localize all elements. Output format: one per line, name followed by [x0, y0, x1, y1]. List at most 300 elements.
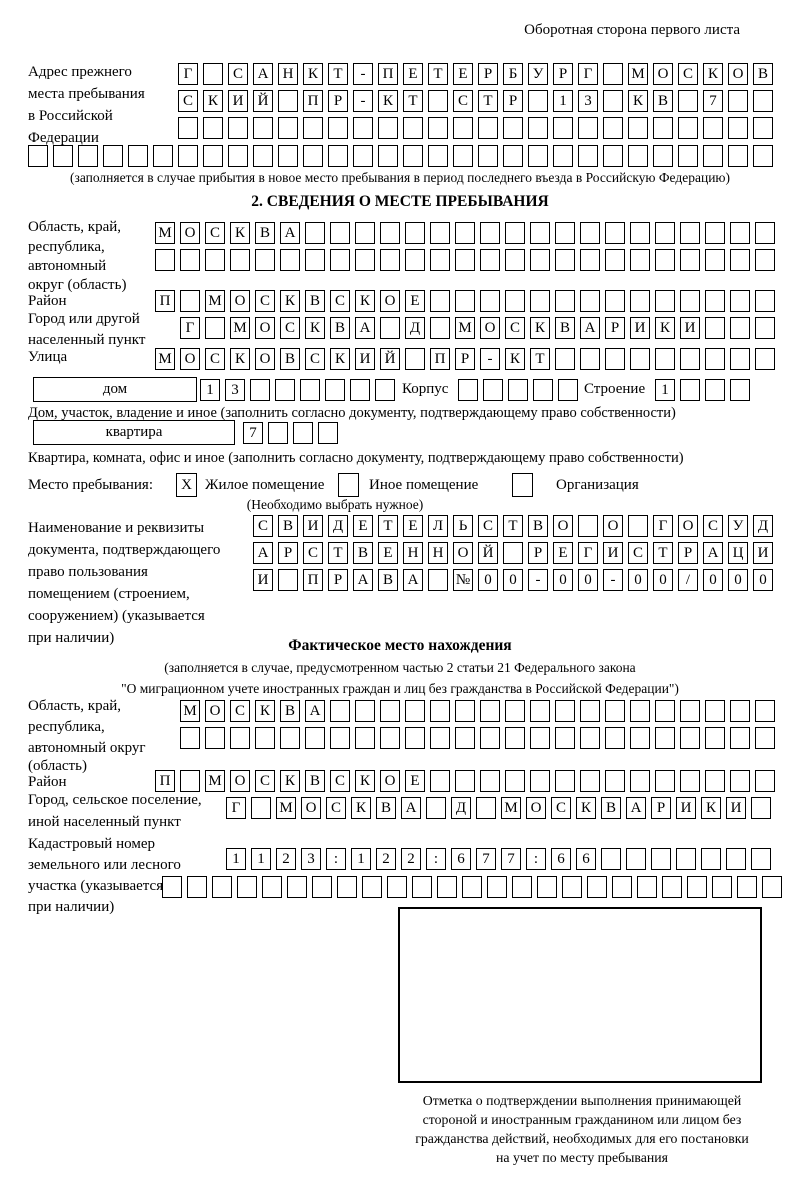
- char-cell: С: [551, 797, 571, 819]
- char-cell: [655, 770, 675, 792]
- char-cell: Р: [278, 542, 298, 564]
- char-cell: С: [326, 797, 346, 819]
- fact-rayon-row: [155, 770, 775, 792]
- fact-rayon-label: Район: [28, 774, 67, 790]
- char-cell: [328, 145, 348, 167]
- stamp-caption: [392, 1091, 772, 1167]
- char-cell: Т: [328, 63, 348, 85]
- char-cell: [205, 249, 225, 271]
- char-cell: [753, 117, 773, 139]
- char-cell: [730, 700, 750, 722]
- char-cell: [630, 348, 650, 370]
- char-cell: [630, 249, 650, 271]
- char-cell: [503, 542, 523, 564]
- char-cell: 0: [703, 569, 723, 591]
- char-cell: А: [626, 797, 646, 819]
- char-cell: О: [230, 770, 250, 792]
- char-cell: [751, 797, 771, 819]
- mesto-label: Место пребывания:: [28, 477, 153, 493]
- char-cell: [483, 379, 503, 401]
- char-cell: Й: [253, 90, 273, 112]
- char-cell: [268, 422, 288, 444]
- option-zhiloe-label: Жилое помещение: [205, 477, 325, 493]
- char-cell: А: [353, 569, 373, 591]
- mesto-note: (Необходимо выбрать нужное): [246, 497, 424, 512]
- dom-note: Дом, участок, владение и иное (заполнить согласно документу, подтверждающему право собственности): [28, 405, 676, 421]
- char-cell: 2: [401, 848, 421, 870]
- char-cell: С: [330, 290, 350, 312]
- char-cell: 3: [301, 848, 321, 870]
- char-cell: С: [255, 770, 275, 792]
- char-cell: [78, 145, 98, 167]
- char-cell: К: [703, 63, 723, 85]
- char-cell: М: [205, 770, 225, 792]
- char-cell: [428, 90, 448, 112]
- char-cell: [530, 770, 550, 792]
- char-cell: С: [478, 515, 498, 537]
- char-cell: [350, 379, 370, 401]
- char-cell: :: [426, 848, 446, 870]
- char-cell: 1: [553, 90, 573, 112]
- char-cell: [428, 569, 448, 591]
- char-cell: [253, 117, 273, 139]
- char-cell: [680, 348, 700, 370]
- char-cell: [755, 348, 775, 370]
- dokument-row-2: [253, 542, 773, 564]
- char-cell: [128, 145, 148, 167]
- char-cell: [405, 727, 425, 749]
- char-cell: [426, 797, 446, 819]
- char-cell: [278, 117, 298, 139]
- char-cell: [508, 379, 528, 401]
- char-cell: [478, 117, 498, 139]
- char-cell: [555, 727, 575, 749]
- char-cell: [555, 700, 575, 722]
- char-cell: [380, 222, 400, 244]
- char-cell: О: [230, 290, 250, 312]
- char-cell: [455, 249, 475, 271]
- char-cell: И: [303, 515, 323, 537]
- char-cell: [178, 117, 198, 139]
- dom-row: [200, 379, 395, 401]
- char-cell: [603, 145, 623, 167]
- char-cell: О: [480, 317, 500, 339]
- char-cell: [303, 117, 323, 139]
- char-cell: [680, 379, 700, 401]
- char-cell: К: [230, 222, 250, 244]
- dom-box: дом: [33, 377, 197, 402]
- char-cell: Е: [405, 290, 425, 312]
- char-cell: [628, 117, 648, 139]
- char-cell: -: [353, 90, 373, 112]
- prev-address-label-line: Адрес прежнего: [28, 64, 132, 80]
- char-cell: [330, 222, 350, 244]
- char-cell: [530, 249, 550, 271]
- char-cell: [603, 117, 623, 139]
- char-cell: [300, 379, 320, 401]
- char-cell: Р: [328, 569, 348, 591]
- char-cell: [405, 222, 425, 244]
- char-cell: [353, 117, 373, 139]
- char-cell: [705, 727, 725, 749]
- oblast-label-line: округ (область): [28, 277, 127, 293]
- char-cell: [555, 770, 575, 792]
- char-cell: [730, 222, 750, 244]
- char-cell: [651, 848, 671, 870]
- char-cell: П: [303, 569, 323, 591]
- char-cell: С: [253, 515, 273, 537]
- char-cell: [553, 117, 573, 139]
- char-cell: Т: [428, 63, 448, 85]
- char-cell: [530, 222, 550, 244]
- char-cell: [655, 290, 675, 312]
- char-cell: [580, 770, 600, 792]
- stamp-caption-line: стороной и иностранным гражданином или лицом без: [422, 1112, 742, 1127]
- char-cell: [603, 90, 623, 112]
- char-cell: [562, 876, 582, 898]
- char-cell: Е: [553, 542, 573, 564]
- char-cell: [28, 145, 48, 167]
- char-cell: В: [353, 542, 373, 564]
- char-cell: [687, 876, 707, 898]
- char-cell: 6: [576, 848, 596, 870]
- char-cell: [705, 770, 725, 792]
- char-cell: [250, 379, 270, 401]
- char-cell: [478, 145, 498, 167]
- char-cell: [605, 222, 625, 244]
- char-cell: В: [653, 90, 673, 112]
- char-cell: С: [178, 90, 198, 112]
- char-cell: М: [455, 317, 475, 339]
- char-cell: [703, 117, 723, 139]
- char-cell: [653, 117, 673, 139]
- char-cell: Р: [651, 797, 671, 819]
- char-cell: 6: [551, 848, 571, 870]
- char-cell: [505, 700, 525, 722]
- char-cell: [580, 249, 600, 271]
- char-cell: П: [378, 63, 398, 85]
- rayon-row: [155, 290, 775, 312]
- char-cell: [505, 770, 525, 792]
- char-cell: [455, 290, 475, 312]
- char-cell: Т: [403, 90, 423, 112]
- char-cell: Т: [503, 515, 523, 537]
- section2-title: 2. СВЕДЕНИЯ О МЕСТЕ ПРЕБЫВАНИЯ: [251, 193, 549, 210]
- char-cell: О: [526, 797, 546, 819]
- char-cell: И: [355, 348, 375, 370]
- char-cell: [553, 145, 573, 167]
- char-cell: [626, 848, 646, 870]
- char-cell: Т: [328, 542, 348, 564]
- char-cell: О: [301, 797, 321, 819]
- char-cell: [705, 379, 725, 401]
- char-cell: М: [276, 797, 296, 819]
- char-cell: [755, 222, 775, 244]
- char-cell: [330, 249, 350, 271]
- char-cell: [330, 700, 350, 722]
- char-cell: [533, 379, 553, 401]
- char-cell: С: [228, 63, 248, 85]
- char-cell: [730, 770, 750, 792]
- char-cell: [762, 876, 782, 898]
- fact-title: Фактическое место нахождения: [288, 637, 512, 654]
- char-cell: К: [203, 90, 223, 112]
- char-cell: [653, 145, 673, 167]
- fact-oblast-label-line: республика,: [28, 719, 105, 735]
- char-cell: [318, 422, 338, 444]
- char-cell: [680, 249, 700, 271]
- char-cell: Р: [503, 90, 523, 112]
- char-cell: Н: [278, 63, 298, 85]
- char-cell: [730, 727, 750, 749]
- kvartira-row: [243, 422, 338, 444]
- char-cell: А: [401, 797, 421, 819]
- char-cell: М: [155, 222, 175, 244]
- char-cell: [428, 145, 448, 167]
- char-cell: 1: [226, 848, 246, 870]
- char-cell: [655, 249, 675, 271]
- stamp-caption-line: на учет по месту пребывания: [496, 1150, 668, 1165]
- char-cell: [280, 249, 300, 271]
- char-cell: Г: [180, 317, 200, 339]
- char-cell: [678, 145, 698, 167]
- ulitsa-label: Улица: [28, 349, 68, 365]
- char-cell: [726, 848, 746, 870]
- char-cell: [412, 876, 432, 898]
- stroenie-row: [655, 379, 750, 401]
- char-cell: [480, 700, 500, 722]
- char-cell: №: [453, 569, 473, 591]
- stamp-box: [398, 907, 762, 1083]
- char-cell: У: [728, 515, 748, 537]
- char-cell: [578, 117, 598, 139]
- char-cell: М: [180, 700, 200, 722]
- kadastr-label-line: участка (указывается: [28, 878, 164, 894]
- char-cell: [228, 145, 248, 167]
- kvartira-note: Квартира, комната, офис и иное (заполнить согласно документу, подтверждающему право собственности): [28, 450, 684, 466]
- char-cell: В: [305, 290, 325, 312]
- char-cell: [728, 145, 748, 167]
- stroenie-label: Строение: [584, 381, 646, 397]
- char-cell: [355, 222, 375, 244]
- char-cell: [580, 222, 600, 244]
- char-cell: У: [528, 63, 548, 85]
- char-cell: [680, 770, 700, 792]
- char-cell: [375, 379, 395, 401]
- char-cell: В: [305, 770, 325, 792]
- char-cell: [655, 222, 675, 244]
- char-cell: [505, 727, 525, 749]
- char-cell: О: [180, 222, 200, 244]
- char-cell: :: [326, 848, 346, 870]
- char-cell: Р: [678, 542, 698, 564]
- char-cell: [187, 876, 207, 898]
- char-cell: Н: [428, 542, 448, 564]
- stamp-caption-line: гражданства действий, необходимых для его постановки: [415, 1131, 749, 1146]
- char-cell: 1: [351, 848, 371, 870]
- char-cell: [730, 249, 750, 271]
- char-cell: [476, 797, 496, 819]
- prev-address-label-line: места пребывания: [28, 86, 145, 102]
- char-cell: С: [280, 317, 300, 339]
- char-cell: [330, 727, 350, 749]
- char-cell: 7: [703, 90, 723, 112]
- char-cell: А: [580, 317, 600, 339]
- char-cell: Б: [503, 63, 523, 85]
- char-cell: [605, 290, 625, 312]
- char-cell: Е: [378, 542, 398, 564]
- char-cell: [676, 848, 696, 870]
- char-cell: В: [601, 797, 621, 819]
- char-cell: [251, 797, 271, 819]
- char-cell: 2: [376, 848, 396, 870]
- char-cell: М: [230, 317, 250, 339]
- char-cell: [680, 290, 700, 312]
- char-cell: [278, 569, 298, 591]
- char-cell: Д: [405, 317, 425, 339]
- char-cell: [430, 700, 450, 722]
- char-cell: [203, 117, 223, 139]
- char-cell: С: [303, 542, 323, 564]
- kadastr-label-line: при наличии): [28, 899, 115, 915]
- char-cell: [380, 249, 400, 271]
- char-cell: [305, 727, 325, 749]
- char-cell: [430, 290, 450, 312]
- char-cell: К: [576, 797, 596, 819]
- char-cell: [605, 700, 625, 722]
- char-cell: [53, 145, 73, 167]
- char-cell: 0: [553, 569, 573, 591]
- char-cell: [578, 145, 598, 167]
- char-cell: [212, 876, 232, 898]
- char-cell: [293, 422, 313, 444]
- char-cell: М: [205, 290, 225, 312]
- char-cell: Р: [605, 317, 625, 339]
- char-cell: [503, 117, 523, 139]
- dokument-row-1: [253, 515, 773, 537]
- char-cell: [337, 876, 357, 898]
- char-cell: О: [180, 348, 200, 370]
- char-cell: [180, 290, 200, 312]
- char-cell: Л: [428, 515, 448, 537]
- char-cell: -: [480, 348, 500, 370]
- fact-gorod-label-line: иной населенный пункт: [28, 814, 181, 830]
- char-cell: В: [278, 515, 298, 537]
- char-cell: Т: [378, 515, 398, 537]
- char-cell: [505, 290, 525, 312]
- char-cell: К: [255, 700, 275, 722]
- char-cell: [353, 145, 373, 167]
- char-cell: [355, 700, 375, 722]
- char-cell: [737, 876, 757, 898]
- char-cell: [203, 63, 223, 85]
- char-cell: [701, 848, 721, 870]
- char-cell: -: [353, 63, 373, 85]
- char-cell: Е: [353, 515, 373, 537]
- char-cell: [753, 90, 773, 112]
- dokument-label-line: Наименование и реквизиты: [28, 520, 205, 536]
- char-cell: 3: [578, 90, 598, 112]
- char-cell: Р: [478, 63, 498, 85]
- char-cell: [755, 727, 775, 749]
- checkbox-organizatsiya: [512, 473, 533, 497]
- char-cell: А: [280, 222, 300, 244]
- char-cell: П: [303, 90, 323, 112]
- kadastr-label-line: земельного или лесного: [28, 857, 181, 873]
- char-cell: И: [228, 90, 248, 112]
- char-cell: Г: [578, 63, 598, 85]
- char-cell: [630, 290, 650, 312]
- char-cell: В: [255, 222, 275, 244]
- char-cell: Д: [328, 515, 348, 537]
- char-cell: А: [355, 317, 375, 339]
- char-cell: О: [603, 515, 623, 537]
- char-cell: С: [628, 542, 648, 564]
- char-cell: [605, 348, 625, 370]
- char-cell: С: [305, 348, 325, 370]
- char-cell: Н: [403, 542, 423, 564]
- char-cell: [705, 222, 725, 244]
- char-cell: [287, 876, 307, 898]
- char-cell: К: [230, 348, 250, 370]
- gorod-row: [180, 317, 775, 339]
- char-cell: [705, 700, 725, 722]
- char-cell: И: [603, 542, 623, 564]
- char-cell: Г: [226, 797, 246, 819]
- char-cell: [705, 317, 725, 339]
- char-cell: [380, 727, 400, 749]
- char-cell: О: [380, 770, 400, 792]
- char-cell: В: [378, 569, 398, 591]
- char-cell: [628, 145, 648, 167]
- char-cell: [430, 222, 450, 244]
- char-cell: [678, 90, 698, 112]
- char-cell: В: [280, 348, 300, 370]
- char-cell: Т: [530, 348, 550, 370]
- char-cell: Р: [455, 348, 475, 370]
- char-cell: [587, 876, 607, 898]
- char-cell: 1: [200, 379, 220, 401]
- char-cell: 0: [753, 569, 773, 591]
- char-cell: [237, 876, 257, 898]
- char-cell: С: [230, 700, 250, 722]
- korpus-label: Корпус: [402, 381, 449, 397]
- char-cell: А: [403, 569, 423, 591]
- char-cell: [155, 249, 175, 271]
- char-cell: Й: [478, 542, 498, 564]
- char-cell: [378, 117, 398, 139]
- prev-address-row-1: [178, 63, 773, 85]
- char-cell: А: [253, 542, 273, 564]
- char-cell: [755, 290, 775, 312]
- char-cell: [505, 222, 525, 244]
- char-cell: [755, 249, 775, 271]
- char-cell: [655, 348, 675, 370]
- char-cell: [678, 117, 698, 139]
- char-cell: [730, 290, 750, 312]
- char-cell: С: [505, 317, 525, 339]
- char-cell: [230, 249, 250, 271]
- stamp-caption-line: Отметка о подтверждении выполнения принимающей: [422, 1093, 742, 1108]
- char-cell: [255, 727, 275, 749]
- char-cell: Г: [578, 542, 598, 564]
- char-cell: [705, 290, 725, 312]
- char-cell: [530, 727, 550, 749]
- char-cell: [480, 249, 500, 271]
- char-cell: О: [453, 542, 473, 564]
- char-cell: И: [676, 797, 696, 819]
- char-cell: [255, 249, 275, 271]
